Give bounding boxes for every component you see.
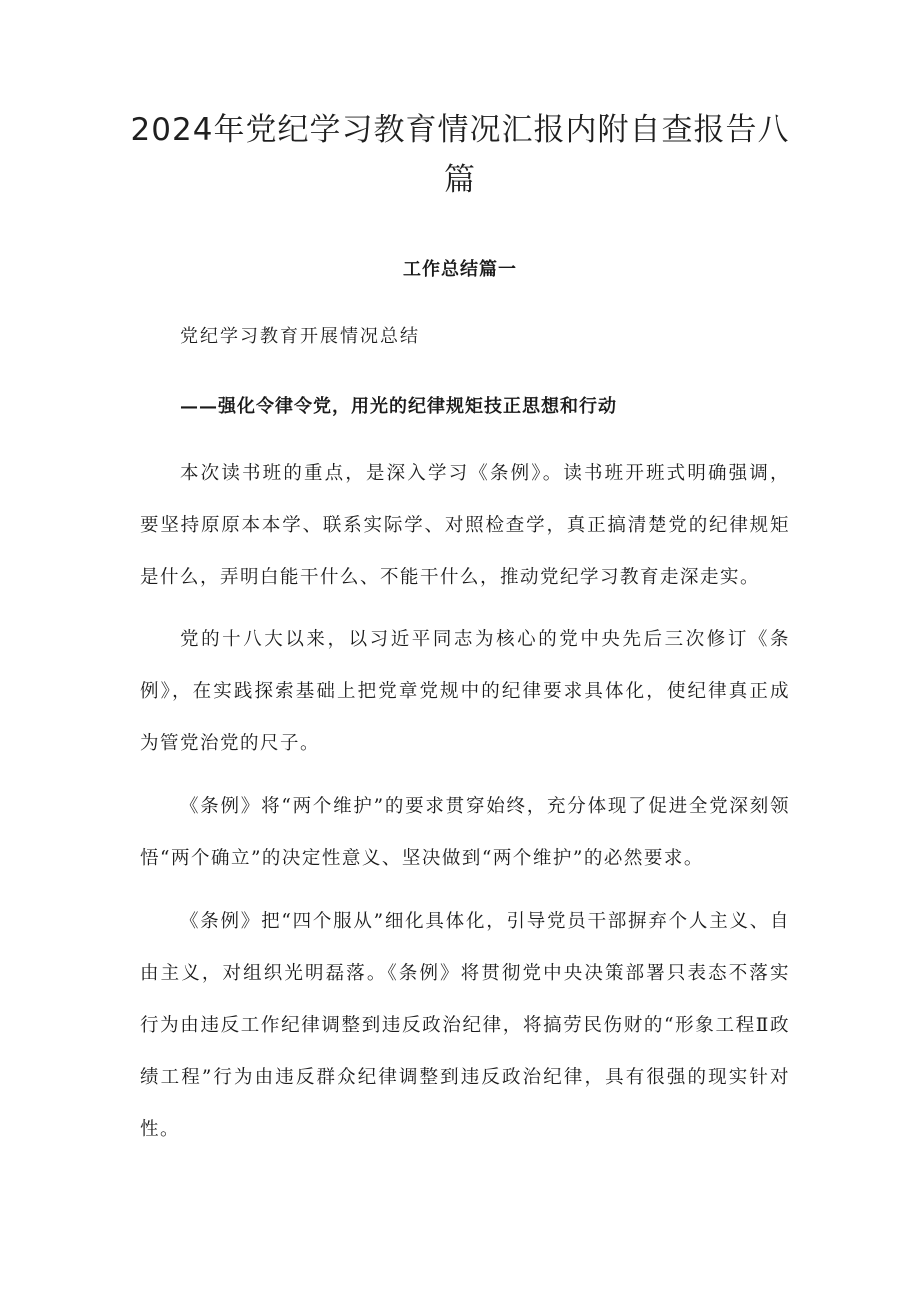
report-subtitle: 党纪学习教育开展情况总结 [180, 326, 420, 347]
body-paragraph: 《条例》将“两个维护”的要求贯穿始终，充分体现了促进全党深刻领悟“两个确立”的决定性意义、坚决做到“两个维护”的必然要求。 [140, 796, 790, 869]
body-paragraph: 党的十八大以来，以习近平同志为核心的党中央先后三次修订《条例》，在实践探索基础上把党章党规中的纪律要求具体化，使纪律真正成为管党治党的尺子。 [140, 629, 790, 754]
report-tagline: ——强化令律令党，用光的纪律规矩技正思想和行动 [180, 396, 617, 417]
body-paragraph: 《条例》把“四个服从”细化具体化，引导党员干部摒弃个人主义、自由主义，对组织光明磊落。《条例》将贯彻党中央决策部署只表态不落实行为由违反工作纪律调整到违反政治纪律，将搞劳民伤财的“形象工程Ⅱ政绩工程”行为由违反群众纪律调整到违反政治纪律，具有很强的现实针对性。 [140, 911, 790, 1140]
document-title: 2024年党纪学习教育情况汇报内附自查报告八篇 [130, 112, 790, 198]
body-paragraph: 本次读书班的重点，是深入学习《条例》。读书班开班式明确强调，要坚持原原本本学、联系实际学、对照检查学，真正搞清楚党的纪律规矩是什么，弄明白能干什么、不能干什么，推动党纪学习教育走深走实。 [140, 463, 790, 588]
section-heading: 工作总结篇一 [403, 259, 517, 280]
